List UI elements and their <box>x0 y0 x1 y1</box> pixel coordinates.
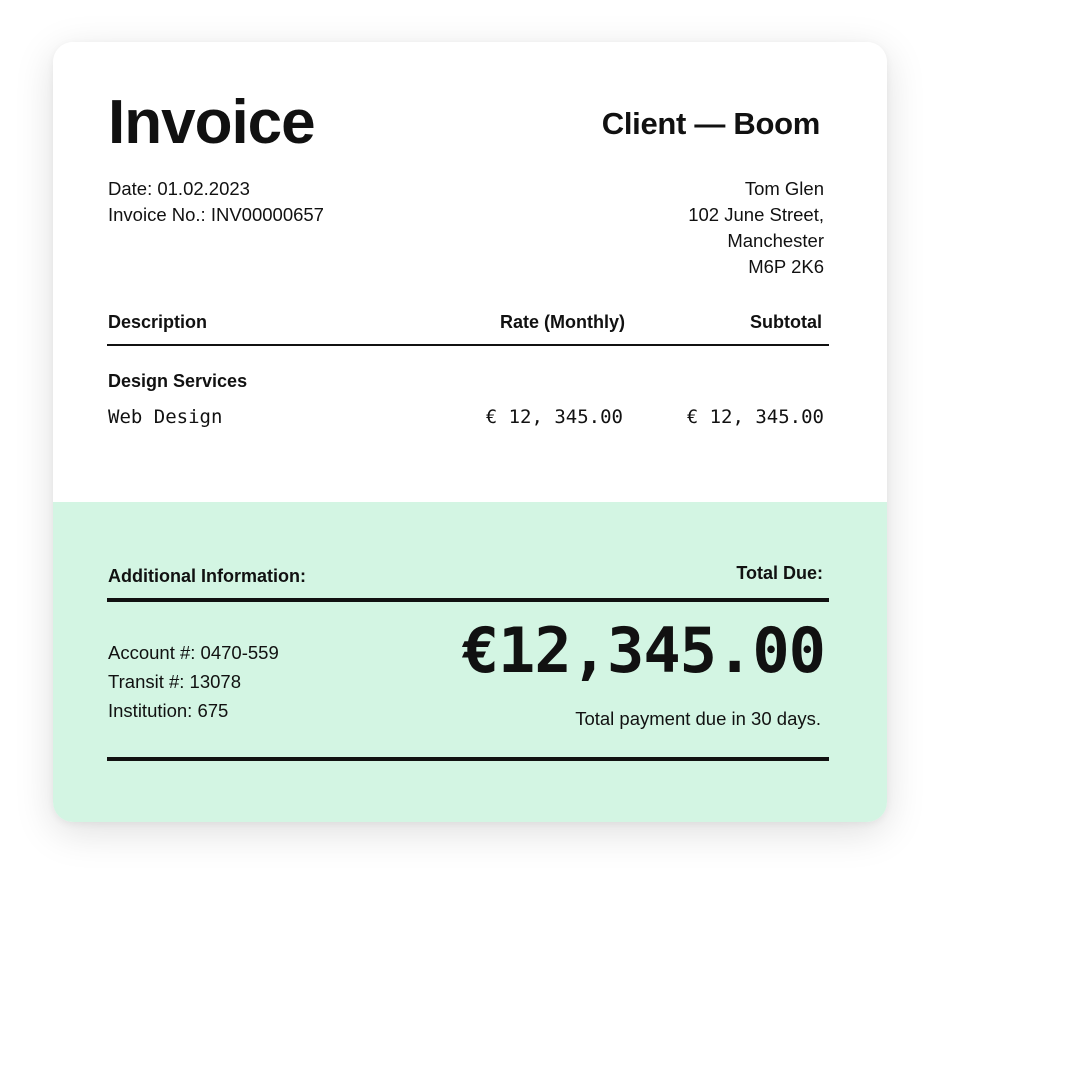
additional-info-label: Additional Information: <box>108 566 306 586</box>
address-line: Manchester <box>727 230 824 251</box>
line-item-rate: € 12, 345.00 <box>485 406 623 428</box>
line-item-subtotal: € 12, 345.00 <box>686 406 824 428</box>
section-title: Design Services <box>108 371 248 391</box>
total-due-label: Total Due: <box>736 563 823 583</box>
invoice-date: Date: 01.02.2023 <box>108 178 250 199</box>
table-header-divider <box>107 344 829 346</box>
invoice-header-section <box>53 42 887 502</box>
invoice-meta <box>108 176 324 228</box>
address-line: Tom Glen <box>744 178 824 199</box>
bank-details <box>108 638 279 725</box>
payment-terms-note: Total payment due in 30 days. <box>575 708 821 729</box>
bank-institution: Institution: 675 <box>108 700 229 721</box>
client-name: Client — Boom <box>601 106 820 141</box>
column-header-description: Description <box>108 312 208 332</box>
line-item-name: Web Design <box>108 406 223 428</box>
payment-bottom-divider <box>107 757 829 761</box>
client-address <box>688 176 824 280</box>
column-header-rate: Rate (Monthly) <box>500 312 625 332</box>
address-line: M6P 2K6 <box>748 256 824 277</box>
invoice-number: Invoice No.: INV00000657 <box>108 204 324 225</box>
total-amount: €12,345.00 <box>461 614 825 687</box>
address-line: 102 June Street, <box>688 204 824 225</box>
bank-transit: Transit #: 13078 <box>108 671 242 692</box>
bank-account: Account #: 0470-559 <box>108 642 279 663</box>
payment-top-divider <box>107 598 829 602</box>
invoice-card <box>53 42 887 822</box>
invoice-title: Invoice <box>108 88 315 157</box>
column-header-subtotal: Subtotal <box>750 312 822 332</box>
